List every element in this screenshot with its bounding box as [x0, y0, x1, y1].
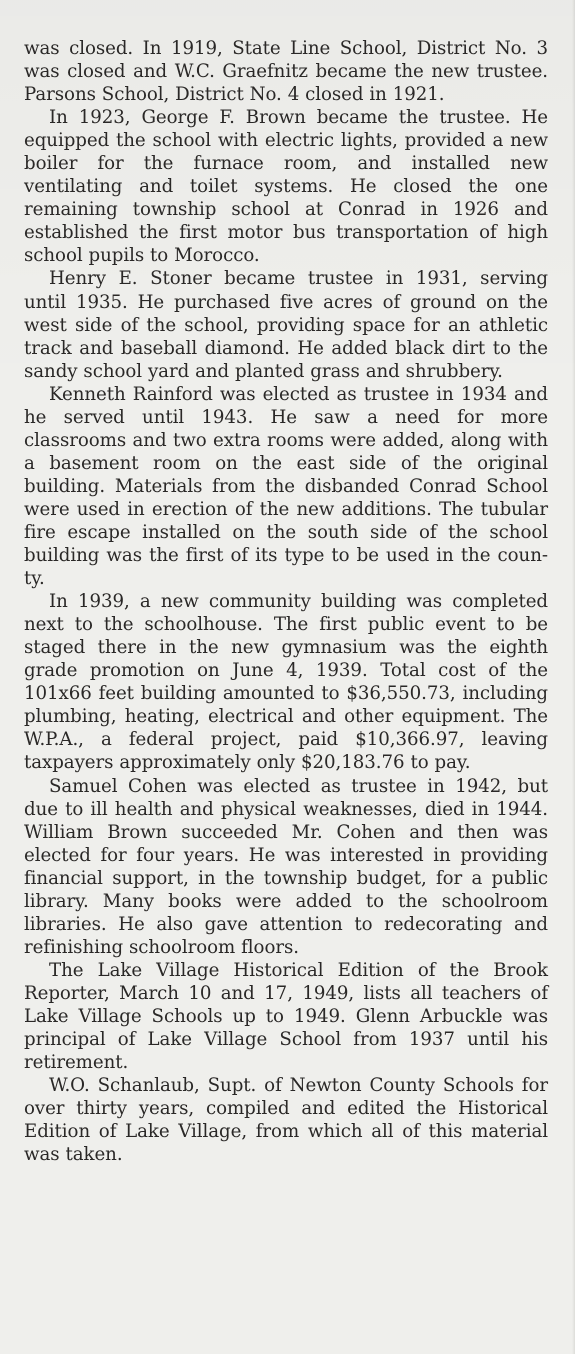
paragraph-kenneth-rainford: Kenneth Rainford was elected as trustee in 1934 and he served until 1943. He saw a need for more classrooms and two extra rooms were added, along with a basement room on the east side of the original building. Materials from the disbanded Conrad School were used in erection of the new additions. The tubular fire escape installed on the south side of the school building was the first of its type to be used in the county.: [24, 383, 548, 590]
paragraph-community-building: In 1939, a new community building was completed next to the schoolhouse. The first public event to be staged there in the new gymnasium was the eighth grade promotion on June 4, 1939. Total cost of the 101x66 feet building amounted to $36,550.73, including plumbing, heating, electrical and other equipment. The W.P.A., a federal project, paid $10,366.97, leaving taxpayers approximately only $20,183.76 to pay.: [24, 591, 548, 774]
text-column: [24, 37, 548, 1166]
paragraph-school-closures: was closed. In 1919, State Line School, District No. 3 was closed and W.C. Graefnitz became the new trustee. Parsons School, District No. 4 closed in 1921.: [24, 38, 548, 106]
paragraph-samuel-cohen: Samuel Cohen was elected as trustee in 1942, but due to ill health and physical weaknesses, died in 1944. William Brown succeeded Mr. Cohen and then was elected for four years. He was interested in providing financial support, in the township budget, for a public library. Many books were added to the schoolroom libraries. He also gave attention to redecorating and refinishing schoolroom floors.: [24, 775, 548, 958]
paragraph-brook-reporter: The Lake Village Historical Edition of the Brook Reporter, March 10 and 17, 1949, lists all teachers of Lake Village Schools up to 1949. Glenn Arbuckle was principal of Lake Village School from 1937 until his retirement.: [24, 959, 548, 1074]
paragraph-schanlaub: W.O. Schanlaub, Supt. of Newton County Schools for over thirty years, compiled and edited the Historical Edition of Lake Village, from which all of this material was taken.: [24, 1075, 548, 1166]
paragraph-henry-stoner: Henry E. Stoner became trustee in 1931, serving until 1935. He purchased five acres of ground on the west side of the school, providing space for an athletic track and baseball diamond. He added black dirt to the sandy school yard and planted grass and shrubbery.: [24, 268, 548, 382]
paragraph-george-brown: In 1923, George F. Brown became the trustee. He equipped the school with electric lights, provided a new boiler for the furnace room, and installed new ventilating and toilet systems. He closed the one remaining township school at Conrad in 1926 and established the first motor bus transportation of high school pupils to Morocco.: [24, 107, 548, 267]
